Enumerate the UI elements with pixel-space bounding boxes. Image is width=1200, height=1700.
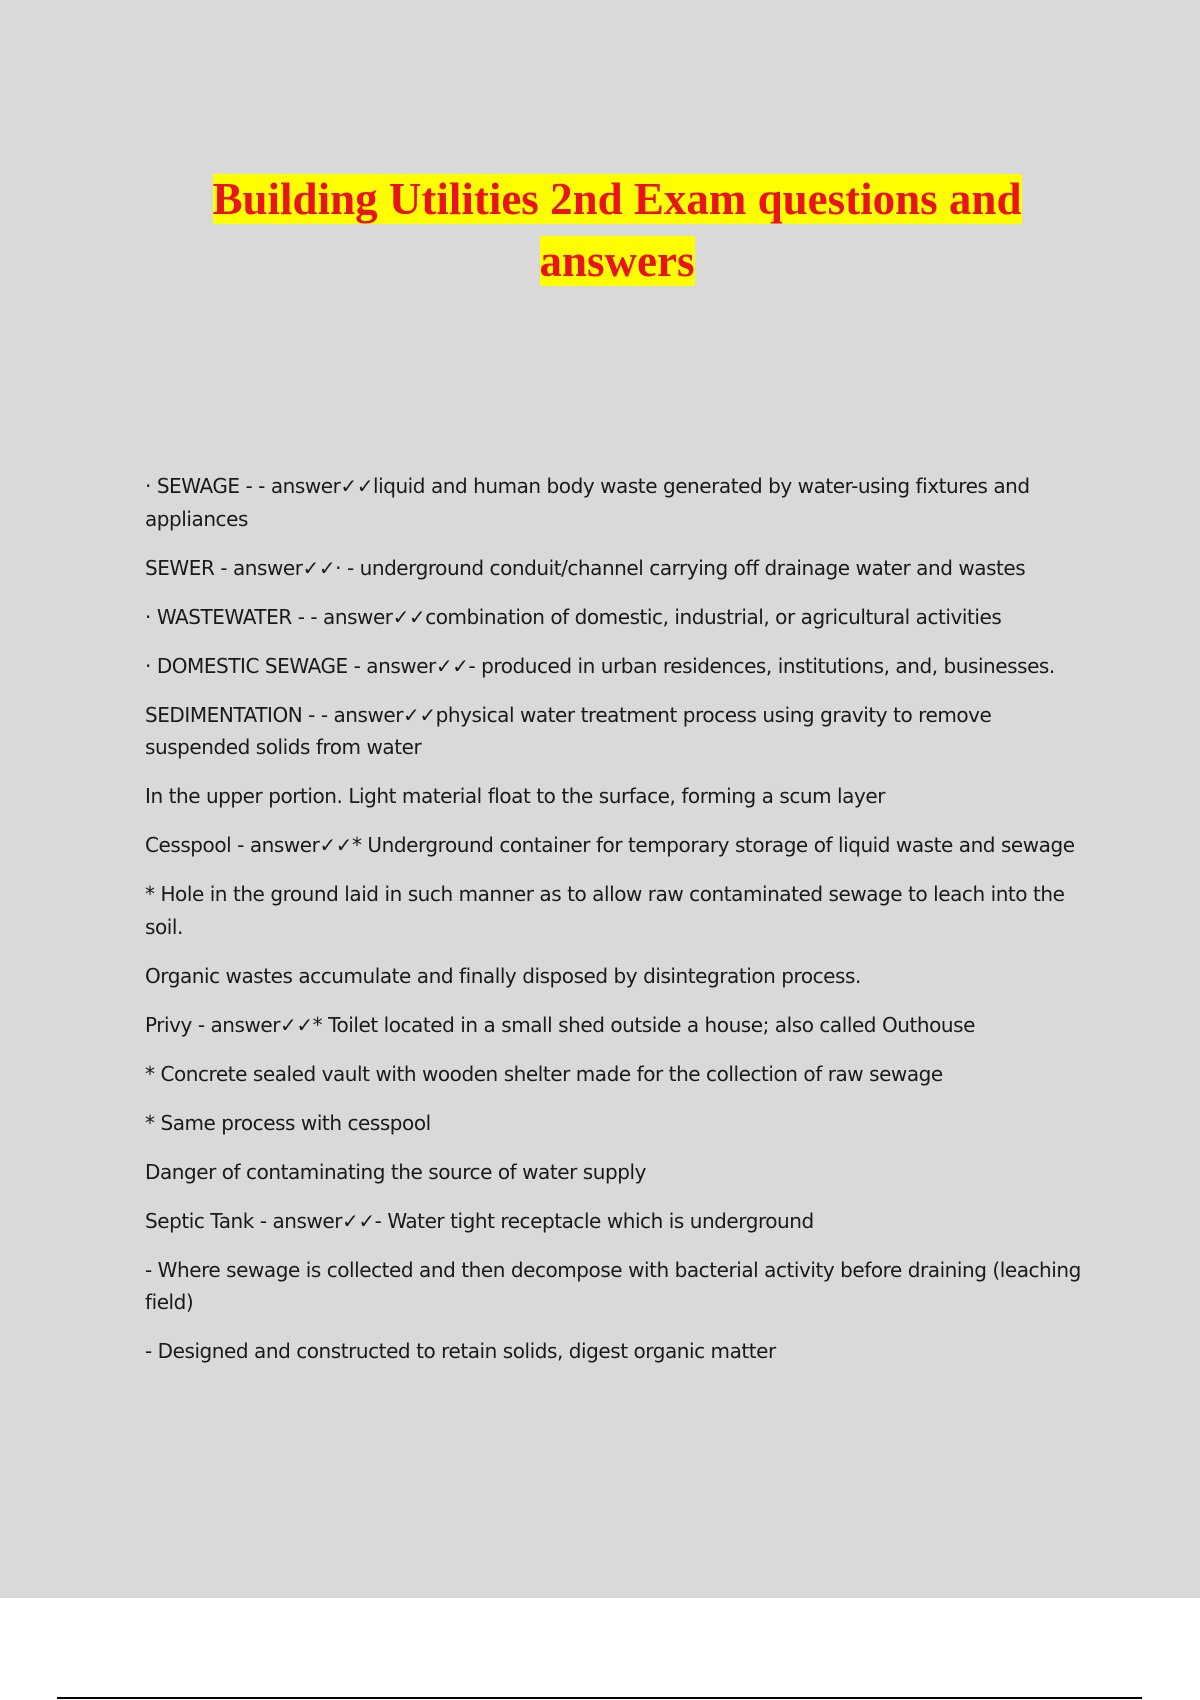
qa-list [145,470,1095,1384]
qa-entry: · DOMESTIC SEWAGE - answer✓✓- produced in urban residences, institutions, and, businesses. [145,653,1055,678]
footer-rule [57,1697,1142,1699]
qa-entry: * Concrete sealed vault with wooden shelter made for the collection of raw sewage [145,1061,943,1086]
qa-entry: Privy - answer✓✓* Toilet located in a small shed outside a house; also called Outhouse [145,1012,975,1037]
qa-entry: In the upper portion. Light material float to the surface, forming a scum layer [145,784,885,808]
qa-entry: SEDIMENTATION - - answer✓✓physical water treatment process using gravity to remove suspended solids from water [145,702,992,759]
title-line-1: Building Utilities 2nd Exam questions and [212,174,1022,224]
qa-entry: Cesspool - answer✓✓* Underground container for temporary storage of liquid waste and sewage [145,833,1075,857]
qa-entry: SEWER - answer✓✓· - underground conduit/channel carrying off drainage water and wastes [145,555,1026,580]
qa-entry: · WASTEWATER - - answer✓✓combination of domestic, industrial, or agricultural activities [145,604,1002,629]
qa-entry: Organic wastes accumulate and finally disposed by disintegration process. [145,963,861,988]
qa-entry: * Same process with cesspool [145,1110,431,1135]
title-line-2: answers [539,236,695,286]
qa-entry: * Hole in the ground laid in such manner as to allow raw contaminated sewage to leach into the soil. [145,882,1065,939]
page-title [100,168,1134,292]
qa-entry: - Where sewage is collected and then decompose with bacterial activity before draining (leaching field) [145,1257,1081,1314]
qa-entry: Danger of contaminating the source of water supply [145,1159,646,1184]
qa-entry: Septic Tank - answer✓✓- Water tight receptacle which is underground [145,1208,814,1233]
qa-entry: · SEWAGE - - answer✓✓liquid and human body waste generated by water-using fixtures and appliances [145,474,1030,531]
qa-entry: - Designed and constructed to retain solids, digest organic matter [145,1339,776,1363]
